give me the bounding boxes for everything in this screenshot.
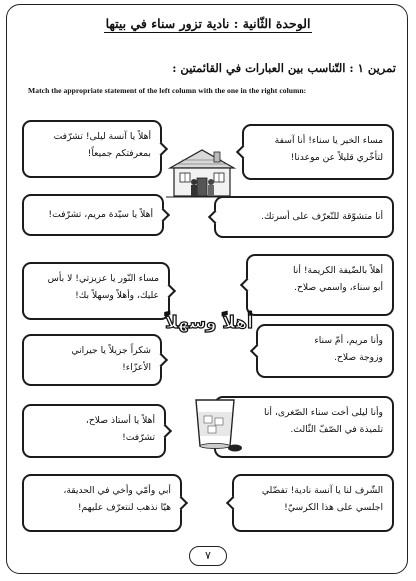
right-statement-4: وأنا مريم، أمّ سناء وزوجة صلاح. [256,324,394,378]
right-statement-1: مساء الخير يا سناء! أنا آسفة لتأخّري قليلاً عن موعدنا! [242,124,394,180]
exercise-title: تمرين ١ : التّناسب بين العبارات في القائمتين : [172,61,396,75]
right-statement-3: أهلاً بالضّيفة الكريمة! أنا أبو سناء، واسمي صلاح. [246,254,394,316]
glass-illustration [186,396,244,454]
exercise-instruction: Match the appropriate statement of the left column with the one in the right column: [28,86,307,95]
left-statement-4: شكراً جزيلاً يا جيراني الأعزّاء! [22,334,162,386]
left-statement-3: مساء النّور يا عزيزتي! لا بأس عليك، وأهلاً وسهلاً بك! [22,262,170,320]
page-number: ٧ [189,546,227,566]
left-statement-1: أهلاً يا آنسة ليلى! تشرّفت بمعرفتكم جميعاً! [22,120,162,178]
right-statement-2: أنا متشوّقة للتّعرّف على أسرتك. [214,196,394,238]
house-illustration [166,146,238,202]
ahlan-wa-sahlan-artwork [165,294,253,344]
svg-text:أهلاً وسهلاً: أهلاً وسهلاً [165,313,253,333]
right-statement-6: الشّرف لنا يا آنسة نادية! تفضّلي اجلسي على هذا الكرسيّ! [232,474,394,532]
left-statement-5: أهلاً يا أستاذ صلاح، تشرّفت! [22,404,166,458]
right-statement-5: وأنا ليلى أخت سناء الصّغرى، أنا تلميذة في الصّفّ الثّالث. [214,396,394,458]
left-statement-2: أهلاً يا سيّدة مريم، تشرّفت! [22,194,164,236]
unit-title: الوحدة الثّانية : نادية تزور سناء في بيتها [105,16,311,31]
left-statement-6: أبي وأمّي وأخي في الحديقة، هيّا نذهب لنتعرّف عليهم! [22,474,182,532]
